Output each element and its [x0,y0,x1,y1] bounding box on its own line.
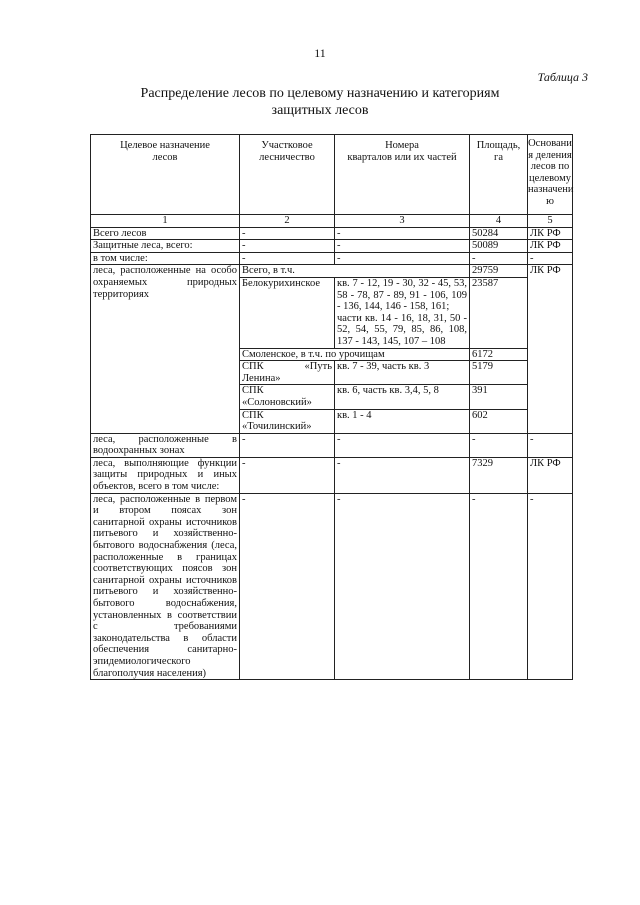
cell-quarters: - [335,433,470,457]
cell-basis: - [528,493,573,680]
cell-area: 602 [470,409,528,433]
cell-name: Всего лесов [91,227,240,240]
table-row-including [91,252,573,265]
cell-name: в том числе: [91,252,240,265]
cell-basis: ЛК РФ [528,265,573,433]
table-row-water-protection [91,433,573,457]
header-row [91,135,573,215]
table-title [60,85,580,119]
page-number: 11 [314,46,326,60]
column-number-row [91,215,573,228]
cell-quarters: - [335,227,470,240]
cell-forestry: СПК «Солоновский» [240,385,335,409]
table-row-sanitary-zones [91,493,573,680]
cell-quarters: - [335,240,470,253]
cell-basis: ЛК РФ [528,240,573,253]
cell-area: 6172 [470,348,528,361]
cell-forestry-total: Смоленское, в т.ч. по урочищам [240,348,470,361]
cell-basis: - [528,433,573,457]
header-area: Площадь, га [470,135,528,215]
cell-forestry: - [240,227,335,240]
cell-quarters: кв. 7 - 12, 19 - 30, 32 - 45, 53, 58 - 78, 87 - 89, 91 - 106, 109 - 136, 144, 146 - 158, 161; части кв. 14 - 16, 18, 31, 50 - 52, 54, 55, 79, 85, 86, 108, 137 - 143, 145, 107 – 108 [335,277,470,348]
cell-area: 391 [470,385,528,409]
cell-quarters: кв. 7 - 39, часть кв. 3 [335,361,470,385]
cell-name: Защитные леса, всего: [91,240,240,253]
cell-area: 50284 [470,227,528,240]
cell-quarters: - [335,252,470,265]
column-number: 4 [470,215,528,228]
header-basis: Основани я деления лесов по целевому назначени ю [528,135,573,215]
cell-forestry: - [240,252,335,265]
title-line-1: Распределение лесов по целевому назначению и категориям [140,86,500,101]
cell-quarters: кв. 6, часть кв. 3,4, 5, 8 [335,385,470,409]
cell-name: леса, расположенные на особо охраняемых природных территориях [91,265,240,433]
cell-area: 29759 [470,265,528,278]
forest-distribution-table [90,134,573,680]
cell-area: - [470,493,528,680]
column-number: 3 [335,215,470,228]
cell-quarters: - [335,493,470,680]
cell-quarters: кв. 1 - 4 [335,409,470,433]
cell-forestry: - [240,457,335,493]
cell-forestry-total: Всего, в т.ч. [240,265,470,278]
header-purpose: Целевое назначение лесов [91,135,240,215]
cell-name: леса, выполняющие функции защиты природных и иных объектов, всего в том числе: [91,457,240,493]
cell-area: 5179 [470,361,528,385]
cell-forestry: СПК «Путь Ленина» [240,361,335,385]
cell-name: леса, расположенные в первом и втором поясах зон санитарной охраны источников питьевого и хозяйственно-бытового водоснабжения (леса, расположенные в границах соответствующих поясов зон санитарной охраны источников питьевого и хозяйственно-бытового водоснабжения, установленных в соответствии с требованиями законодательства в области обеспечения санитарно-эпидемиологического благополучия населения) [91,493,240,680]
table-row-natural-objects [91,457,573,493]
table-label: Таблица 3 [537,70,588,84]
cell-forestry: СПК «Точилинский» [240,409,335,433]
table-row-protected-areas-total [91,265,573,278]
column-number: 1 [91,215,240,228]
header-quarters: Номера кварталов или их частей [335,135,470,215]
cell-area: 7329 [470,457,528,493]
cell-area: 23587 [470,277,528,348]
cell-name: леса, расположенные в водоохранных зонах [91,433,240,457]
cell-forestry: - [240,433,335,457]
column-number: 2 [240,215,335,228]
cell-basis: ЛК РФ [528,227,573,240]
cell-area: - [470,252,528,265]
cell-area: - [470,433,528,457]
header-forestry: Участковое лесничество [240,135,335,215]
cell-area: 50089 [470,240,528,253]
table-row-total [91,227,573,240]
cell-forestry: - [240,240,335,253]
cell-basis: - [528,252,573,265]
cell-forestry: Белокурихинское [240,277,335,348]
column-number: 5 [528,215,573,228]
table-row-protective [91,240,573,253]
cell-basis: ЛК РФ [528,457,573,493]
cell-quarters: - [335,457,470,493]
title-line-2: защитных лесов [271,103,369,118]
cell-forestry: - [240,493,335,680]
